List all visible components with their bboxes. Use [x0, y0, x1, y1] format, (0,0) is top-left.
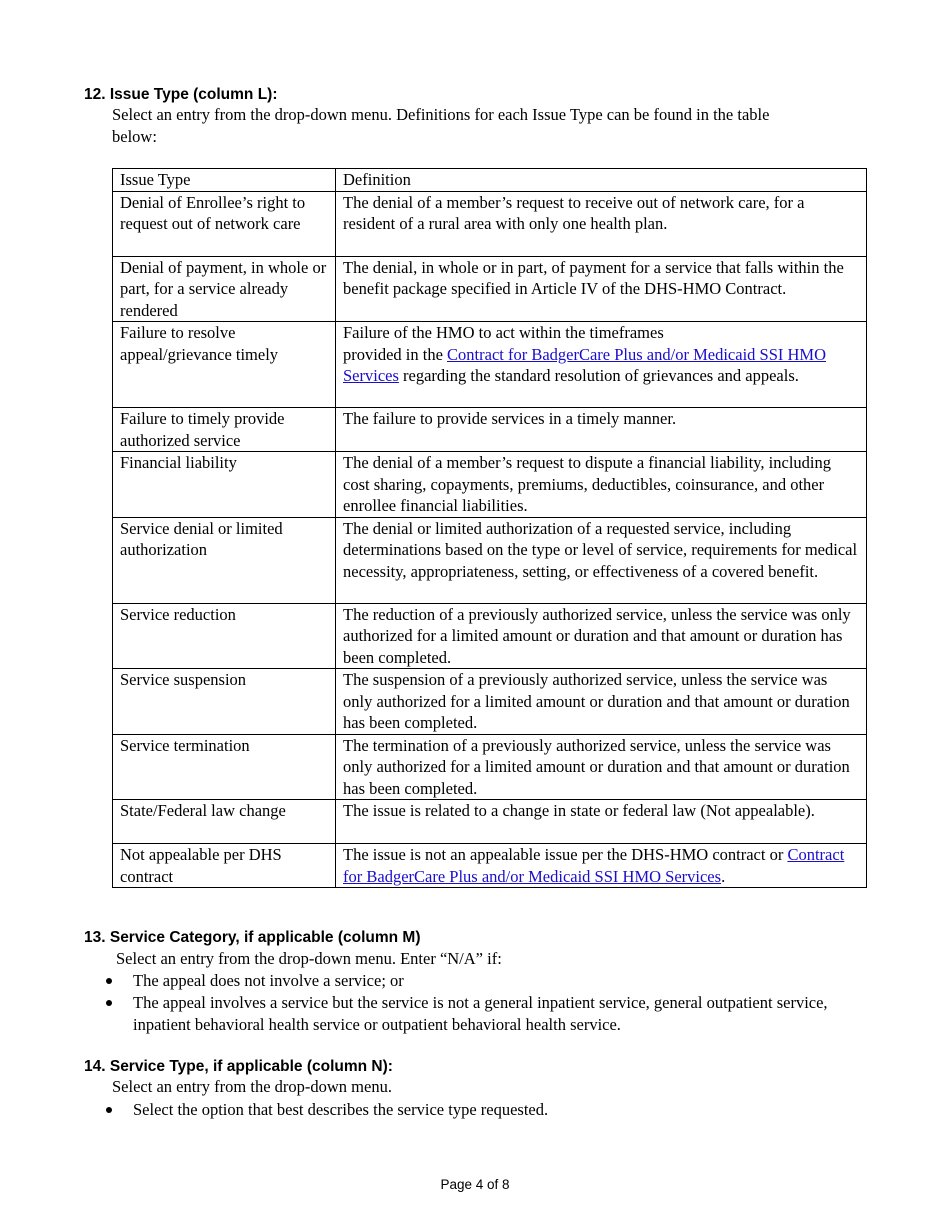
issue-type-cell: Financial liability — [113, 452, 336, 518]
section-12-intro — [112, 104, 872, 147]
issue-type-cell: Service suspension — [113, 669, 336, 735]
section-13-bullet: The appeal involves a service but the service is not a general inpatient service, general outpatient service, inpatient behavioral health service or outpatient behavioral health service. — [133, 993, 828, 1034]
definition-line: Failure of the HMO to act within the timeframes — [343, 323, 664, 342]
table-row — [113, 844, 867, 888]
definition-cell — [336, 844, 867, 888]
issue-type-cell: State/Federal law change — [113, 800, 336, 844]
definition-text: . — [721, 866, 726, 886]
contract-link[interactable]: Contract for BadgerCare Plus and/or Medicaid SSI HMO Services — [343, 845, 845, 886]
issue-type-cell: Service denial or limited authorization — [113, 517, 336, 603]
bullet-icon — [106, 978, 112, 984]
table-row — [113, 517, 867, 603]
contract-link[interactable]: Contract for BadgerCare Plus and/or Medicaid SSI HMO Services — [343, 344, 826, 385]
definition-cell: The reduction of a previously authorized service, unless the service was only authorized for a limited amount or duration and that amount or duration has been completed. — [336, 603, 867, 669]
table-header-row — [113, 169, 867, 192]
section-14-intro: Select an entry from the drop-down menu. — [112, 1077, 392, 1096]
bullet-icon — [106, 1107, 112, 1113]
section-12-intro-line1: Select an entry from the drop-down menu. Definitions for each Issue Type can be found in the table — [112, 105, 770, 124]
section-13-intro: Select an entry from the drop-down menu. Enter “N/A” if: — [116, 949, 502, 968]
header-issue-type: Issue Type — [113, 169, 336, 192]
table-row — [113, 408, 867, 452]
table-row — [113, 669, 867, 735]
issue-type-cell: Service reduction — [113, 603, 336, 669]
definition-cell: The denial of a member’s request to receive out of network care, for a resident of a rural area with only one health plan. — [336, 191, 867, 256]
definition-cell: The termination of a previously authorized service, unless the service was only authorized for a limited amount or duration and that amount or duration has been completed. — [336, 734, 867, 800]
page-number: Page 4 of 8 — [440, 1177, 510, 1192]
definition-cell — [336, 322, 867, 408]
issue-type-cell: Not appealable per DHS contract — [113, 844, 336, 888]
header-definition: Definition — [336, 169, 867, 192]
issue-type-cell: Denial of Enrollee’s right to request out of network care — [113, 191, 336, 256]
table-row — [113, 256, 867, 322]
section-13-bullet: The appeal does not involve a service; or — [133, 971, 404, 990]
issue-type-cell: Failure to timely provide authorized service — [113, 408, 336, 452]
section-12-intro-line2: below: — [112, 126, 157, 146]
definition-text: The issue is not an appealable issue per the DHS-HMO contract or — [343, 845, 788, 864]
definition-cell: The denial, in whole or in part, of payment for a service that falls within the benefit package specified in Article IV of the DHS-HMO Contract. — [336, 256, 867, 322]
issue-type-cell: Failure to resolve appeal/grievance timely — [113, 322, 336, 408]
issue-type-table — [112, 168, 867, 888]
section-13-heading: 13. Service Category, if applicable (column M) — [84, 929, 421, 946]
bullet-icon — [106, 1000, 112, 1006]
table-row — [113, 734, 867, 800]
section-14-bullet: Select the option that best describes the service type requested. — [133, 1100, 549, 1119]
definition-cell: The suspension of a previously authorized service, unless the service was only authorized for a limited amount or duration and that amount or duration has been completed. — [336, 669, 867, 735]
definition-cell: The denial or limited authorization of a requested service, including determinations based on the type or level of service, requirements for medical necessity, appropriateness, setting, or effectiveness of a covered benefit. — [336, 517, 867, 603]
table-row — [113, 191, 867, 256]
issue-type-cell: Service termination — [113, 734, 336, 800]
issue-type-cell: Denial of payment, in whole or part, for a service already rendered — [113, 256, 336, 322]
table-row — [113, 452, 867, 518]
definition-text: regarding the standard resolution of grievances and appeals. — [398, 366, 799, 385]
definition-cell: The issue is related to a change in state or federal law (Not appealable). — [336, 800, 867, 844]
definition-cell: The denial of a member’s request to dispute a financial liability, including cost sharing, copayments, premiums, deductibles, coinsurance, and other enrollee financial liabilities. — [336, 452, 867, 518]
table-row — [113, 322, 867, 408]
definition-cell: The failure to provide services in a timely manner. — [336, 408, 867, 452]
definition-text: provided in the — [343, 344, 448, 364]
table-row — [113, 800, 867, 844]
table-row — [113, 603, 867, 669]
section-12-heading: 12. Issue Type (column L): — [84, 86, 278, 103]
section-14-heading: 14. Service Type, if applicable (column N): — [84, 1058, 393, 1075]
